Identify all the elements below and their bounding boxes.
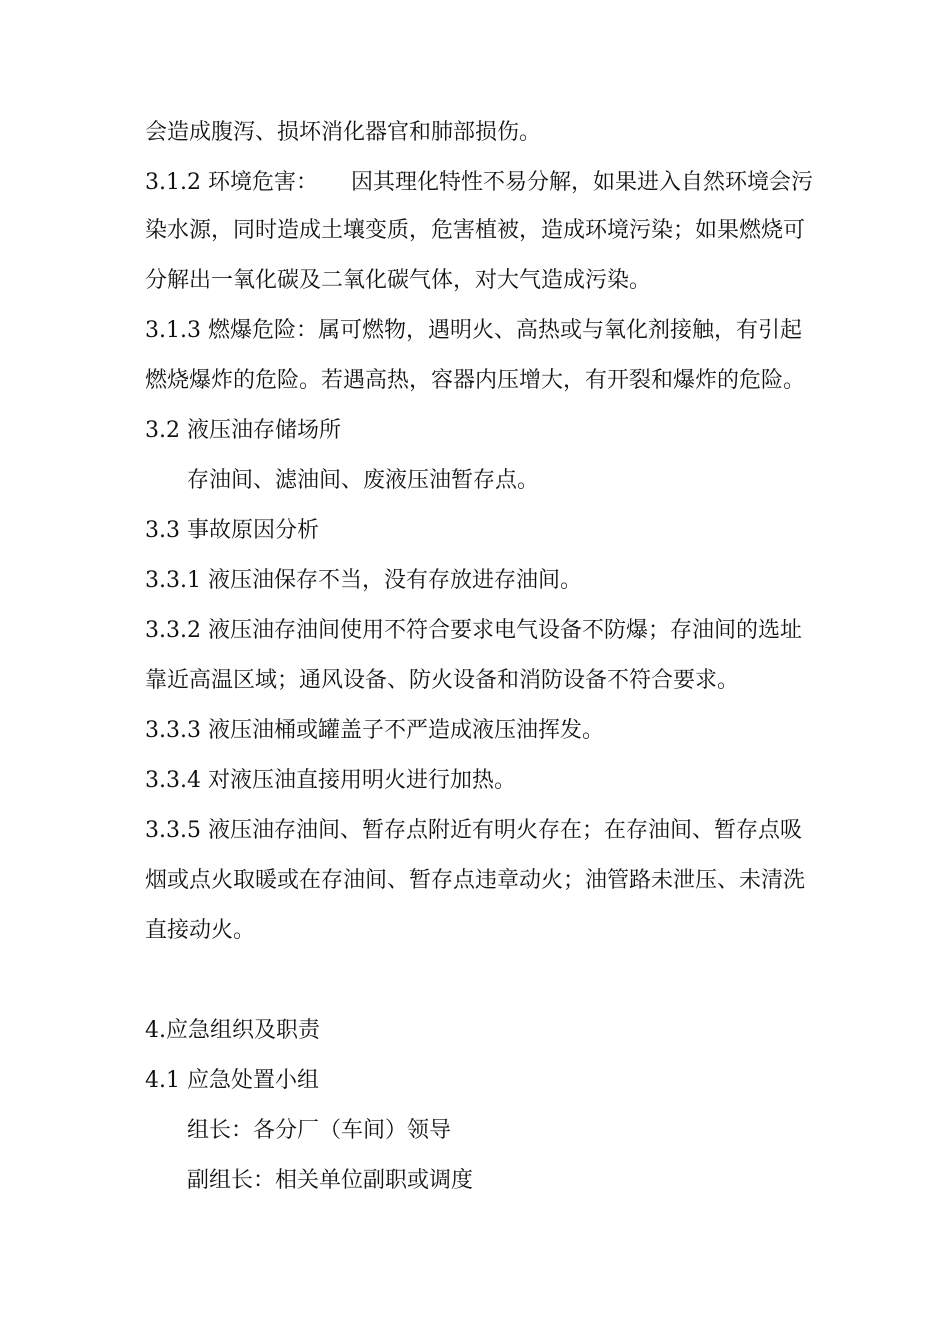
text-line: 3.3.4 对液压油直接用明火进行加热。 [145, 768, 516, 793]
text-line: 副组长：相关单位副职或调度 [187, 1168, 474, 1193]
text-line: 3.1.3 燃爆危险：属可燃物，遇明火、高热或与氧化剂接触，有引起 [145, 318, 802, 343]
text-line: 3.3.5 液压油存油间、暂存点附近有明火存在；在存油间、暂存点吸 [145, 818, 802, 843]
text-line: 3.3.1 液压油保存不当，没有存放进存油间。 [145, 568, 582, 593]
text-line: 靠近高温区域；通风设备、防火设备和消防设备不符合要求。 [145, 668, 740, 693]
text-line: 直接动火。 [145, 918, 256, 943]
text-line: 烟或点火取暖或在存油间、暂存点违章动火；油管路未泄压、未清洗 [145, 868, 806, 893]
section-heading: 4.1 应急处置小组 [145, 1068, 319, 1093]
section-heading: 3.2 液压油存储场所 [145, 418, 341, 443]
text-line: 分解出一氧化碳及二氧化碳气体，对大气造成污染。 [145, 268, 652, 293]
section-heading: 3.3 事故原因分析 [145, 518, 319, 543]
text-line: 燃烧爆炸的危险。若遇高热，容器内压增大，有开裂和爆炸的危险。 [145, 368, 806, 393]
text-line: 染水源，同时造成土壤变质，危害植被，造成环境污染；如果燃烧可 [145, 218, 806, 243]
text-line: 组长：各分厂（车间）领导 [187, 1118, 452, 1143]
text-line: 3.3.2 液压油存油间使用不符合要求电气设备不防爆；存油间的选址 [145, 618, 802, 643]
text-line: 存油间、滤油间、废液压油暂存点。 [187, 468, 540, 493]
section-heading: 4.应急组织及职责 [145, 1018, 320, 1043]
text-line: 3.3.3 液压油桶或罐盖子不严造成液压油挥发。 [145, 718, 604, 743]
text-line: 会造成腹泻、损坏消化器官和肺部损伤。 [145, 120, 542, 145]
text-line: 3.1.2 环境危害： 因其理化特性不易分解，如果进入自然环境会污 [145, 170, 813, 195]
